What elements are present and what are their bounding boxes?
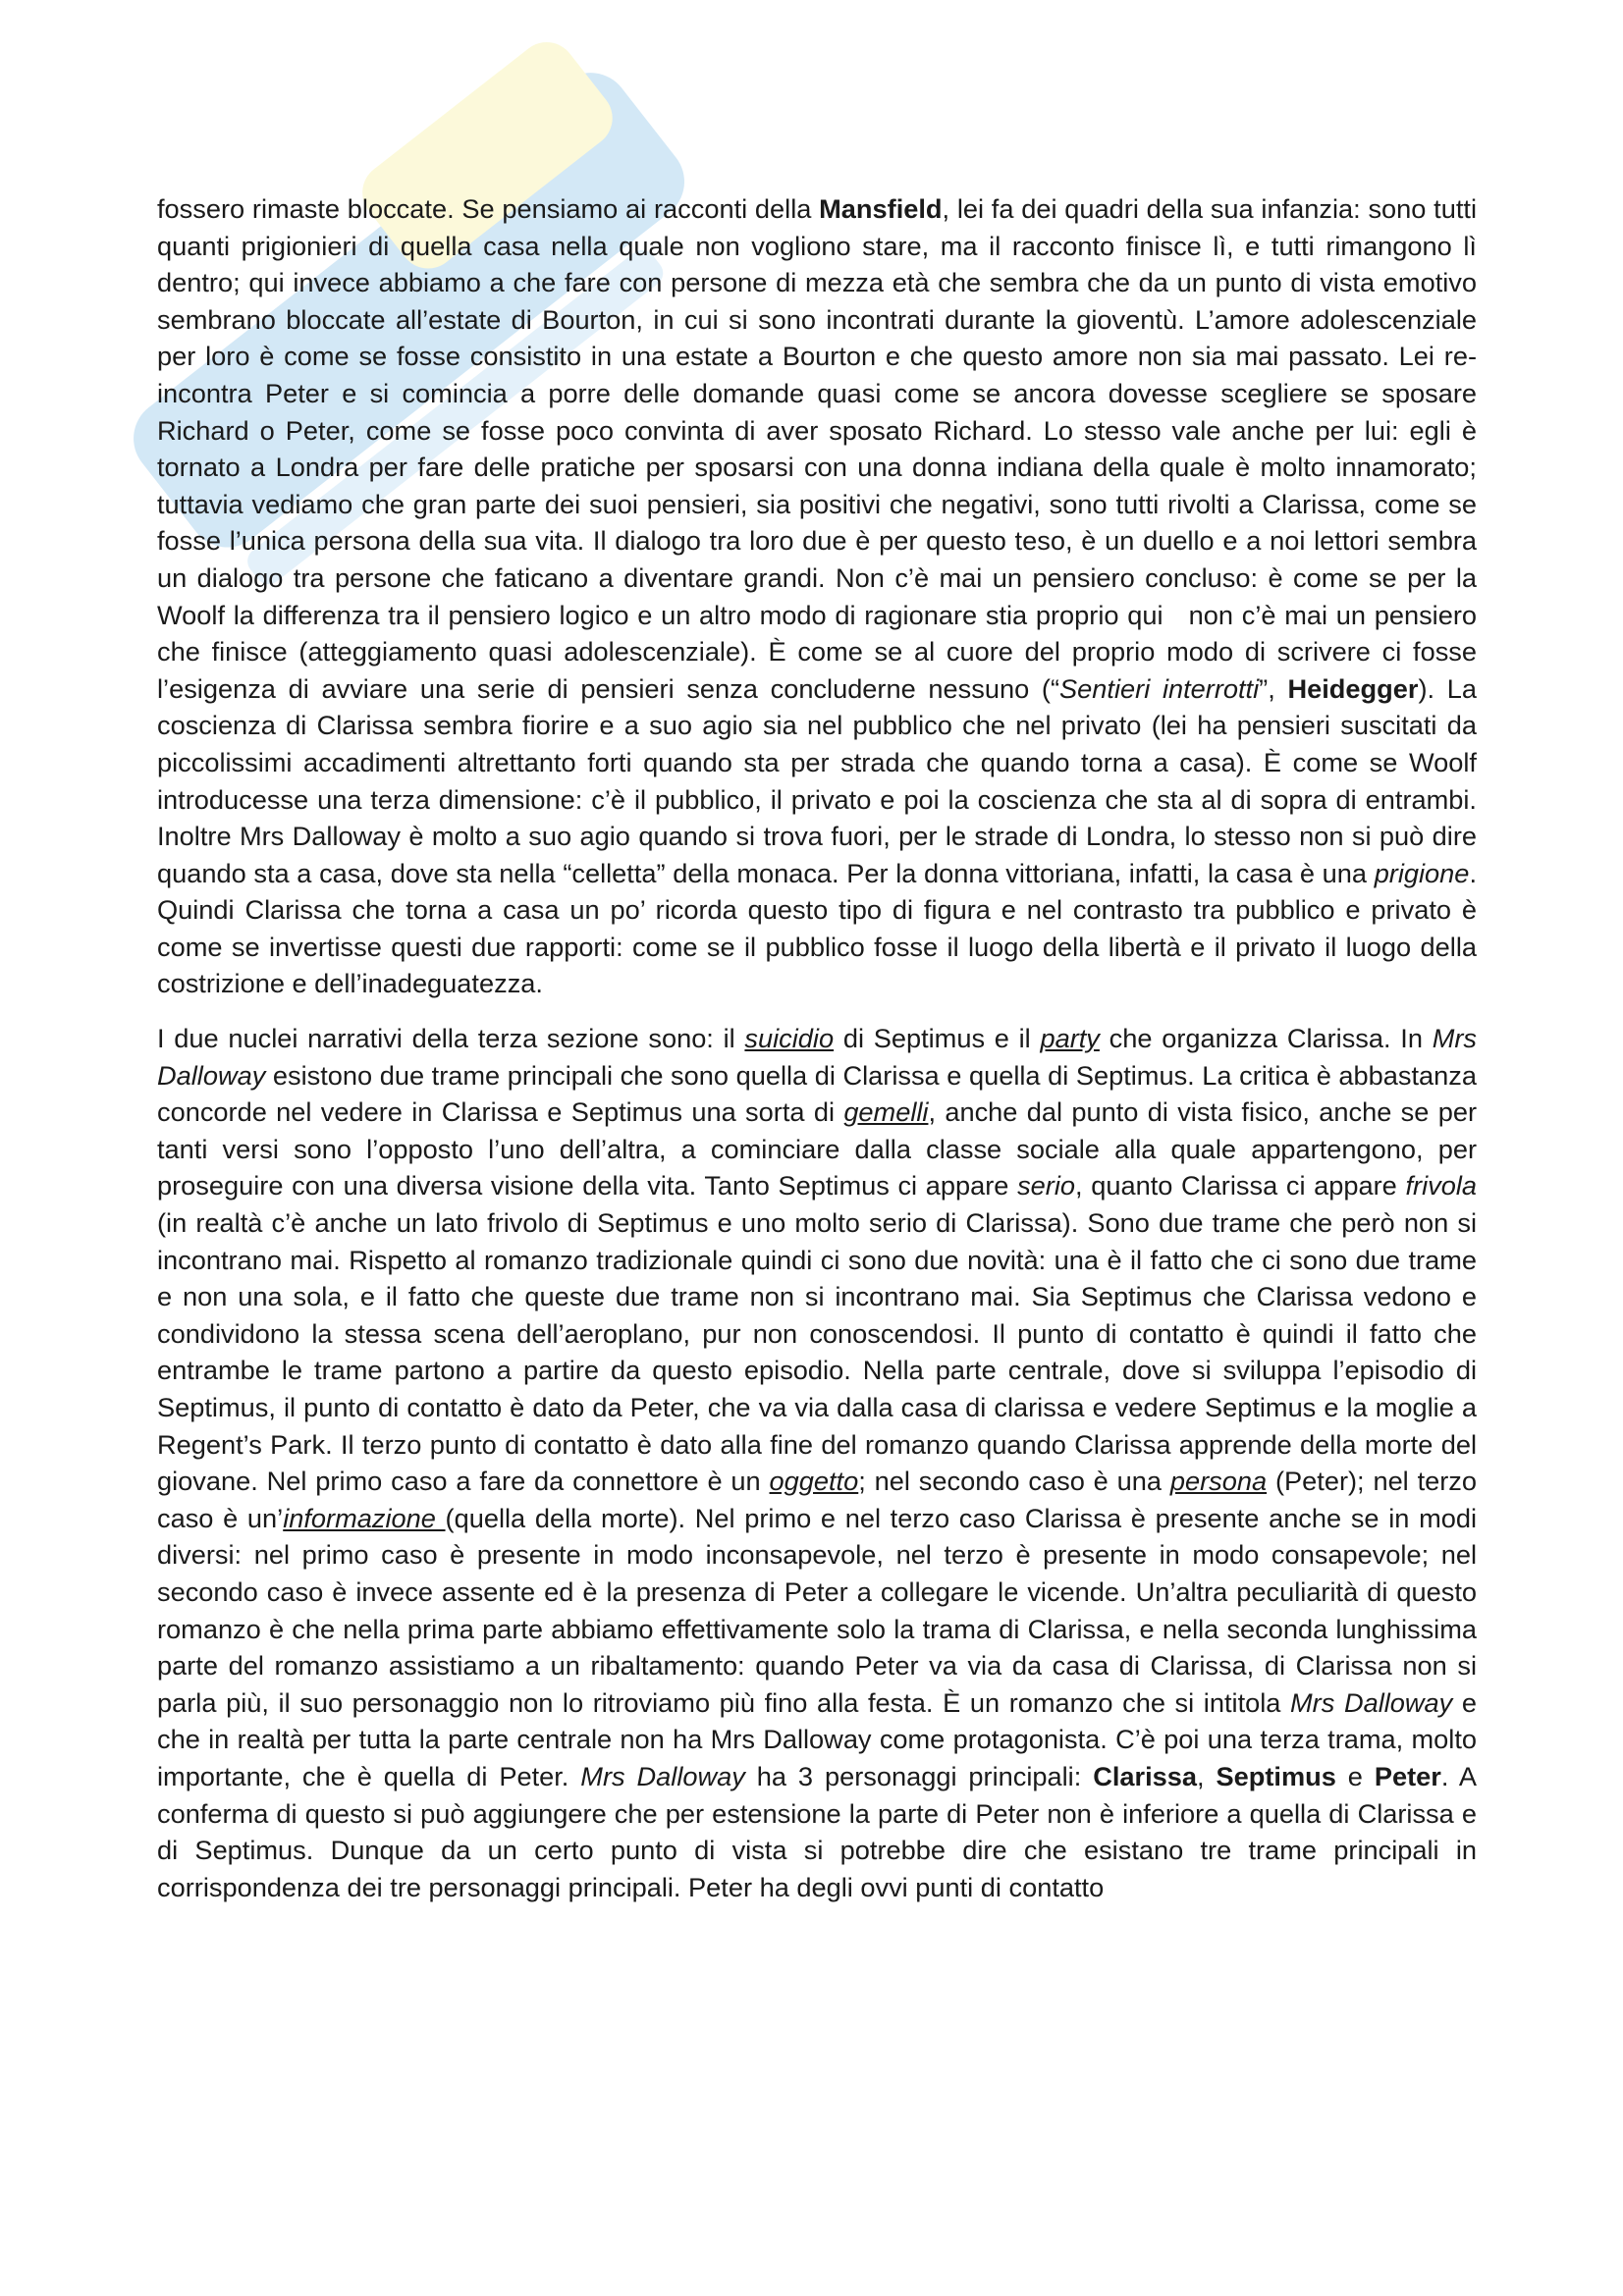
styled-text-run: Mrs Dalloway [157,1023,1478,1091]
styled-text-run: Clarissa [1093,1760,1198,1791]
styled-text-run: Mansfield [819,193,943,224]
styled-text-run: gemelli [843,1096,929,1128]
text-run: , [1197,1760,1217,1791]
styled-text-run: Peter [1374,1760,1441,1791]
text-run: (quella della morte). Nel primo e nel terzo caso Clarissa è presente anche se in modi diversi: nel primo caso è presente in modo inconsapevole, nel terzo è presente in modo consapevole; nel secondo caso è invece assente ed è la presenza di Peter a collegare le vicende. Un’altra peculiarità di questo romanzo è che nella prima parte abbiamo effettivamente solo la trama di Clarissa, e nella seconda lunghissima parte del romanzo assistiamo a un ribaltamento: quando Peter va via da casa di Clarissa, di Clarissa non si parla più, il suo personaggio non lo ritroviamo più fino alla festa. È un romanzo che si intitola [157,1502,1477,1718]
document-body [157,190,1477,1905]
text-run: , lei fa dei quadri della sua infanzia: sono tutti quanti prigionieri di quella casa nella quale non vogliono stare, ma il racconto finisce lì, e tutti rimangono lì dentro; qui invece abbiamo a che fare con persone di mezza età che sembra che da un punto di vista emotivo sembrano bloccate all’estate di Bourton, in cui si sono incontrati durante la gioventù. L’amore adolescenziale per loro è come se fosse consistito in una estate a Bourton e che questo amore non sia mai passato. Lei re-incontra Peter e si comincia a porre delle domande quasi come se ancora dovesse scegliere se sposare Richard o Peter, come se fosse poco convinta di aver sposato Richard. Lo stesso vale anche per lui: egli è tornato a Londra per fare delle pratiche per sposarsi con una donna indiana della quale è molto innamorato; tuttavia vediamo che gran parte dei suoi pensieri, sia positivi che negativi, sono tutti rivolti a Clarissa, come se fosse l’unica persona della sua vita. Il dialogo tra loro due è per questo teso, è un duello e a noi lettori sembra un dialogo tra persone che faticano a diventare grandi. Non c’è mai un pensiero concluso: è come se per la Woolf la differenza tra il pensiero logico e un altro modo di ragionare stia proprio qui non c’è mai un pensiero che finisce (atteggiamento quasi adolescenziale). È come se al cuore del proprio modo di scrivere ci fosse l’esigenza di avviare una serie di pensieri senza concluderne nessuno (“ [157,193,1477,704]
text-run: I due nuclei narrativi della terza sezione sono: il [157,1023,745,1054]
styled-text-run: informazione [283,1502,446,1533]
text-run: esistono due trame principali che sono quella di Clarissa e quella di Septimus. La critica è abbastanza concorde nel vedere in Clarissa e Septimus una sorta di [157,1059,1477,1128]
styled-text-run: Mrs Dalloway [580,1760,745,1791]
styled-text-run: suicidio [744,1023,835,1054]
paragraph [157,190,1477,1002]
text-run: (in realtà c’è anche un lato frivolo di Septimus e uno molto serio di Clarissa). Sono due trame che però non si incontrano mai. Rispetto al romanzo tradizionale quindi ci sono due novità: una è il fatto che ci sono due trame e non una sola, e il fatto che queste due trame non si incontrano mai. Sia Septimus che Clarissa vedono e condividono la stessa scena dell’aeroplano, pur non conoscendosi. Il punto di contatto è quindi il fatto che entrambe le trame partono a partire da questo episodio. Nella parte centrale, dove si sviluppa l’episodio di Septimus, il punto di contatto è dato da Peter, che va via dalla casa di clarissa e vedere Septimus e la moglie a Regent’s Park. Il terzo punto di contatto è dato alla fine del romanzo quando Clarissa apprende della morte del giovane. Nel primo caso a fare da connettore è un [157,1207,1477,1497]
styled-text-run: persona [1169,1466,1268,1497]
styled-text-run: serio [1017,1170,1075,1201]
styled-text-run: Heidegger [1287,672,1419,704]
styled-text-run: Mrs Dalloway [1290,1686,1453,1718]
styled-text-run: Sentieri interrotti [1059,672,1260,704]
text-run: ). La coscienza di Clarissa sembra fiorire e a suo agio sia nel pubblico che nel privato (lei ha pensieri suscitati da piccolissimi accadimenti altrettanto forti quando sta per strada che quando torna a casa). È come se Woolf introducesse una terza dimensione: c’è il pubblico, il privato e poi la coscienza che sta al di sopra di entrambi. Inoltre Mrs Dalloway è molto a suo agio quando si trova fuori, per le strade di Londra, lo stesso non si può dire quando sta a casa, dove sta nella “celletta” della monaca. Per la donna vittoriana, infatti, la casa è una [157,672,1477,888]
text-run: . Quindi Clarissa che torna a casa un po’ ricorda questo tipo di figura e nel contrasto tra pubblico e privato è come se invertisse questi due rapporti: come se il pubblico fosse il luogo della libertà e il privato il luogo della costrizione e dell’inadeguatezza. [157,857,1477,999]
text-run: ; nel secondo caso è una [858,1466,1170,1497]
text-run: di Septimus e il [834,1023,1041,1054]
styled-text-run: Septimus [1216,1760,1336,1791]
text-run: , quanto Clarissa ci appare [1075,1170,1406,1201]
text-run: , anche dal punto di vista fisico, anche se per tanti versi sono l’opposto l’uno dell’altra, a cominciare dalla classe sociale alla quale appartengono, per proseguire con una diversa visione della vita. Tanto Septimus ci appare [157,1096,1477,1201]
text-run: e che in realtà per tutta la parte centrale non ha Mrs Dalloway come protagonista. C’è poi una terza trama, molto importante, che è quella di Peter. [157,1686,1477,1791]
text-run: che organizza Clarissa. In [1099,1023,1433,1054]
text-run: . A conferma di questo si può aggiungere che per estensione la parte di Peter non è inferiore a quella di Clarissa e di Septimus. Dunque da un certo punto di vista si potrebbe dire che esistano tre trame principali in corrispondenza dei tre personaggi principali. Peter ha degli ovvi punti di contatto [157,1760,1477,1902]
styled-text-run: party [1040,1023,1100,1054]
styled-text-run: prigione [1374,857,1470,888]
text-run: ”, [1259,672,1288,704]
text-run: e [1335,1760,1375,1791]
text-run: ha 3 personaggi principali: [744,1760,1094,1791]
styled-text-run: oggetto [769,1466,859,1497]
paragraph [157,1020,1477,1905]
text-run: fossero rimaste bloccate. Se pensiamo ai racconti della [157,193,820,224]
styled-text-run: frivola [1405,1170,1477,1201]
text-run: (Peter); nel terzo caso è un’ [157,1466,1478,1533]
